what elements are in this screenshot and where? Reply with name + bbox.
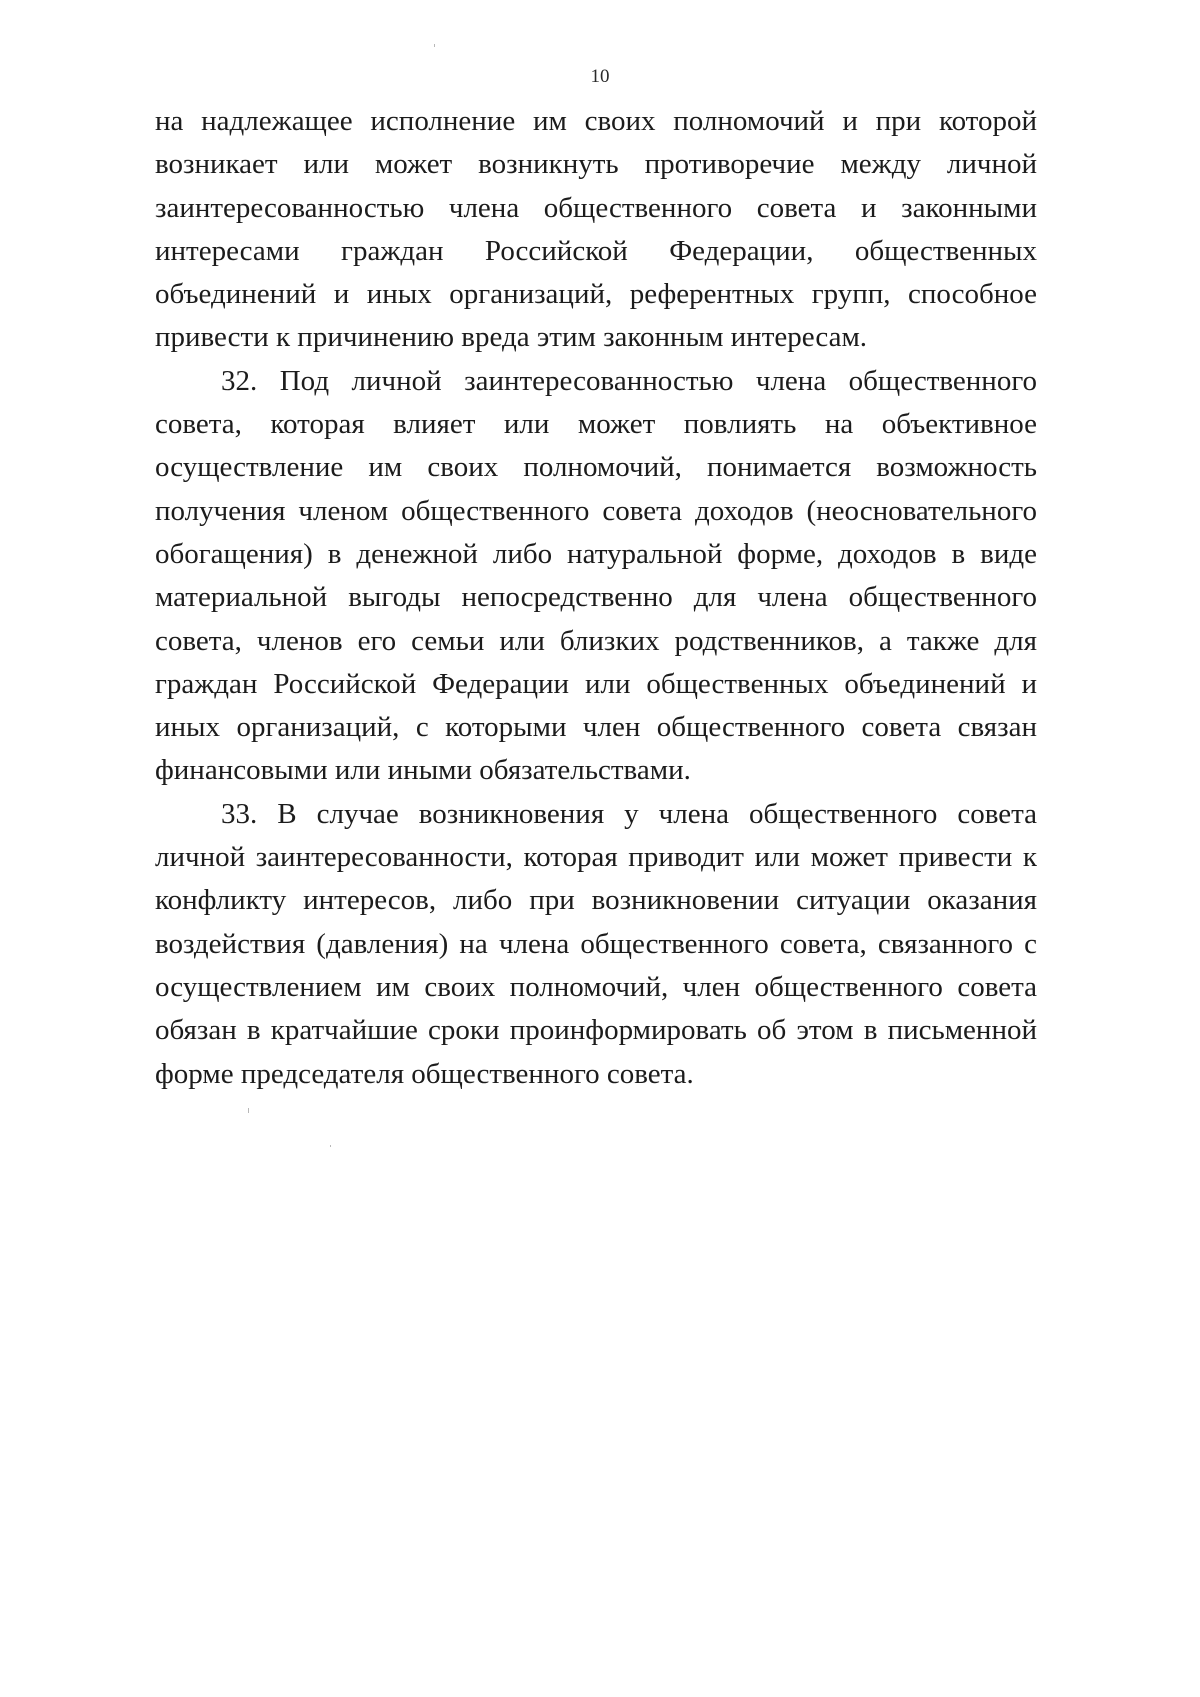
- paragraph-continuation: на надлежащее исполнение им своих полномочий и при которой возникает или может возникнуть противоречие между личной заинтересованностью члена общественного совета и законными интересами граждан Российской Федерации, общественных объединений и иных организаций, референтных групп, способное привести к причинению вреда этим законным интересам.: [155, 105, 1037, 354]
- page-number: 10: [590, 66, 610, 87]
- scan-speck: [248, 1108, 249, 1113]
- scan-speck: [434, 44, 435, 47]
- paragraph-33: 33. В случае возникновения у члена общественного совета личной заинтересованности, которая приводит или может привести к конфликту интересов, либо при возникновении ситуации оказания воздействия (давления) на члена общественного совета, связанного с осуществлением им своих полномочий, член общественного совета обязан в кратчайшие сроки проинформировать об этом в письменной форме председателя общественного совета.: [155, 797, 1037, 1090]
- scan-speck: [330, 1145, 331, 1147]
- paragraph-32: 32. Под личной заинтересованностью члена общественного совета, которая влияет или может повлиять на объективное осуществление им своих полномочий, понимается возможность получения членом общественного совета доходов (неосновательного обогащения) в денежной либо натуральной форме, доходов в виде материальной выгоды непосредственно для члена общественного совета, членов его семьи или близких родственников, а также для граждан Российской Федерации или общественных объединений и иных организаций, с которыми член общественного совета связан финансовыми или иными обязательствами.: [155, 364, 1037, 787]
- document-body: [155, 100, 1037, 1096]
